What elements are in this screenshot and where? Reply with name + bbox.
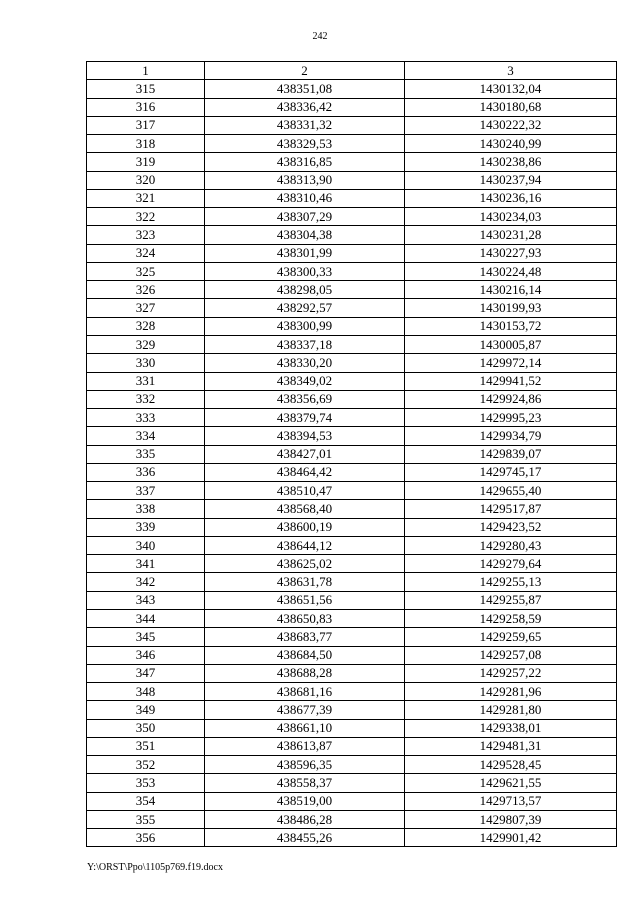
x-coordinate-cell: 438330,20: [205, 354, 405, 372]
table-row: [87, 500, 617, 518]
point-number-cell: 343: [87, 591, 205, 609]
y-coordinate-cell: 1430199,93: [405, 299, 617, 317]
x-coordinate-cell: 438510,47: [205, 482, 405, 500]
x-coordinate-cell: 438300,33: [205, 262, 405, 280]
x-coordinate-cell: 438613,87: [205, 737, 405, 755]
point-number-cell: 341: [87, 555, 205, 573]
table-row: [87, 445, 617, 463]
point-number-cell: 334: [87, 427, 205, 445]
table-row: [87, 792, 617, 810]
point-number-cell: 336: [87, 463, 205, 481]
table-row: [87, 372, 617, 390]
y-coordinate-cell: 1430180,68: [405, 98, 617, 116]
x-coordinate-cell: 438681,16: [205, 683, 405, 701]
x-coordinate-cell: 438600,19: [205, 518, 405, 536]
x-coordinate-cell: 438455,26: [205, 829, 405, 847]
table-row: [87, 98, 617, 116]
y-coordinate-cell: 1429941,52: [405, 372, 617, 390]
x-coordinate-cell: 438310,46: [205, 189, 405, 207]
point-number-cell: 333: [87, 409, 205, 427]
point-number-cell: 348: [87, 683, 205, 701]
x-coordinate-cell: 438650,83: [205, 609, 405, 627]
y-coordinate-cell: 1429280,43: [405, 536, 617, 554]
x-coordinate-cell: 438625,02: [205, 555, 405, 573]
x-coordinate-cell: 438464,42: [205, 463, 405, 481]
y-coordinate-cell: 1430227,93: [405, 244, 617, 262]
x-coordinate-cell: 438651,56: [205, 591, 405, 609]
point-number-cell: 320: [87, 171, 205, 189]
coordinates-table: [86, 61, 617, 847]
point-number-cell: 351: [87, 737, 205, 755]
table-row: [87, 573, 617, 591]
x-coordinate-cell: 438337,18: [205, 335, 405, 353]
table-row: [87, 299, 617, 317]
y-coordinate-cell: 1429934,79: [405, 427, 617, 445]
x-coordinate-cell: 438683,77: [205, 628, 405, 646]
point-number-cell: 355: [87, 810, 205, 828]
y-coordinate-cell: 1429713,57: [405, 792, 617, 810]
table-row: [87, 226, 617, 244]
x-coordinate-cell: 438596,35: [205, 756, 405, 774]
point-number-cell: 322: [87, 208, 205, 226]
table-row: [87, 335, 617, 353]
point-number-cell: 352: [87, 756, 205, 774]
x-coordinate-cell: 438307,29: [205, 208, 405, 226]
x-coordinate-cell: 438313,90: [205, 171, 405, 189]
point-number-cell: 347: [87, 664, 205, 682]
x-coordinate-cell: 438631,78: [205, 573, 405, 591]
y-coordinate-cell: 1430237,94: [405, 171, 617, 189]
table-row: [87, 555, 617, 573]
table-row: [87, 281, 617, 299]
x-coordinate-cell: 438316,85: [205, 153, 405, 171]
y-coordinate-cell: 1429839,07: [405, 445, 617, 463]
y-coordinate-cell: 1430132,04: [405, 80, 617, 98]
column-header-2: 2: [205, 62, 405, 80]
y-coordinate-cell: 1430005,87: [405, 335, 617, 353]
point-number-cell: 326: [87, 281, 205, 299]
table-row: [87, 518, 617, 536]
point-number-cell: 315: [87, 80, 205, 98]
y-coordinate-cell: 1429972,14: [405, 354, 617, 372]
table-row: [87, 646, 617, 664]
x-coordinate-cell: 438301,99: [205, 244, 405, 262]
table-row: [87, 774, 617, 792]
table-row: [87, 536, 617, 554]
x-coordinate-cell: 438298,05: [205, 281, 405, 299]
point-number-cell: 319: [87, 153, 205, 171]
y-coordinate-cell: 1429338,01: [405, 719, 617, 737]
point-number-cell: 353: [87, 774, 205, 792]
y-coordinate-cell: 1430238,86: [405, 153, 617, 171]
point-number-cell: 331: [87, 372, 205, 390]
y-coordinate-cell: 1430231,28: [405, 226, 617, 244]
point-number-cell: 354: [87, 792, 205, 810]
y-coordinate-cell: 1429255,13: [405, 573, 617, 591]
point-number-cell: 346: [87, 646, 205, 664]
x-coordinate-cell: 438677,39: [205, 701, 405, 719]
table-row: [87, 153, 617, 171]
y-coordinate-cell: 1430240,99: [405, 135, 617, 153]
y-coordinate-cell: 1429807,39: [405, 810, 617, 828]
point-number-cell: 337: [87, 482, 205, 500]
x-coordinate-cell: 438300,99: [205, 317, 405, 335]
x-coordinate-cell: 438394,53: [205, 427, 405, 445]
table-row: [87, 482, 617, 500]
x-coordinate-cell: 438684,50: [205, 646, 405, 664]
point-number-cell: 327: [87, 299, 205, 317]
table-row: [87, 591, 617, 609]
x-coordinate-cell: 438304,38: [205, 226, 405, 244]
y-coordinate-cell: 1430224,48: [405, 262, 617, 280]
x-coordinate-cell: 438644,12: [205, 536, 405, 554]
table-row: [87, 463, 617, 481]
x-coordinate-cell: 438351,08: [205, 80, 405, 98]
point-number-cell: 344: [87, 609, 205, 627]
y-coordinate-cell: 1429255,87: [405, 591, 617, 609]
table-row: [87, 409, 617, 427]
y-coordinate-cell: 1429481,31: [405, 737, 617, 755]
point-number-cell: 316: [87, 98, 205, 116]
table-row: [87, 427, 617, 445]
table-row: [87, 208, 617, 226]
y-coordinate-cell: 1429745,17: [405, 463, 617, 481]
point-number-cell: 350: [87, 719, 205, 737]
table-row: [87, 664, 617, 682]
table-row: [87, 810, 617, 828]
point-number-cell: 318: [87, 135, 205, 153]
y-coordinate-cell: 1429423,52: [405, 518, 617, 536]
table-row: [87, 244, 617, 262]
table-row: [87, 628, 617, 646]
table-row: [87, 609, 617, 627]
x-coordinate-cell: 438379,74: [205, 409, 405, 427]
y-coordinate-cell: 1430216,14: [405, 281, 617, 299]
table-row: [87, 116, 617, 134]
point-number-cell: 339: [87, 518, 205, 536]
y-coordinate-cell: 1429257,08: [405, 646, 617, 664]
y-coordinate-cell: 1429528,45: [405, 756, 617, 774]
point-number-cell: 332: [87, 390, 205, 408]
table-body: [87, 80, 617, 847]
point-number-cell: 321: [87, 189, 205, 207]
point-number-cell: 323: [87, 226, 205, 244]
column-header-1: 1: [87, 62, 205, 80]
table-row: [87, 135, 617, 153]
y-coordinate-cell: 1429281,96: [405, 683, 617, 701]
y-coordinate-cell: 1430222,32: [405, 116, 617, 134]
table-row: [87, 756, 617, 774]
x-coordinate-cell: 438568,40: [205, 500, 405, 518]
table-row: [87, 317, 617, 335]
y-coordinate-cell: 1429655,40: [405, 482, 617, 500]
table-row: [87, 189, 617, 207]
table-row: [87, 737, 617, 755]
y-coordinate-cell: 1429901,42: [405, 829, 617, 847]
table-row: [87, 390, 617, 408]
x-coordinate-cell: 438331,32: [205, 116, 405, 134]
y-coordinate-cell: 1429279,64: [405, 555, 617, 573]
point-number-cell: 345: [87, 628, 205, 646]
x-coordinate-cell: 438349,02: [205, 372, 405, 390]
column-header-3: 3: [405, 62, 617, 80]
table-row: [87, 354, 617, 372]
table-row: [87, 262, 617, 280]
point-number-cell: 349: [87, 701, 205, 719]
point-number-cell: 328: [87, 317, 205, 335]
page-number: 242: [312, 31, 328, 42]
y-coordinate-cell: 1429258,59: [405, 609, 617, 627]
point-number-cell: 325: [87, 262, 205, 280]
table-row: [87, 701, 617, 719]
x-coordinate-cell: 438688,28: [205, 664, 405, 682]
table-header-row: [87, 62, 617, 80]
x-coordinate-cell: 438427,01: [205, 445, 405, 463]
y-coordinate-cell: 1429259,65: [405, 628, 617, 646]
point-number-cell: 338: [87, 500, 205, 518]
y-coordinate-cell: 1430236,16: [405, 189, 617, 207]
x-coordinate-cell: 438292,57: [205, 299, 405, 317]
point-number-cell: 317: [87, 116, 205, 134]
table-row: [87, 171, 617, 189]
x-coordinate-cell: 438356,69: [205, 390, 405, 408]
table-row: [87, 80, 617, 98]
y-coordinate-cell: 1429995,23: [405, 409, 617, 427]
y-coordinate-cell: 1429621,55: [405, 774, 617, 792]
point-number-cell: 335: [87, 445, 205, 463]
table-row: [87, 719, 617, 737]
y-coordinate-cell: 1430234,03: [405, 208, 617, 226]
point-number-cell: 329: [87, 335, 205, 353]
point-number-cell: 330: [87, 354, 205, 372]
table-row: [87, 829, 617, 847]
x-coordinate-cell: 438329,53: [205, 135, 405, 153]
footer-file-path: Y:\ORST\Ppo\1105p769.f19.docx: [87, 862, 223, 873]
x-coordinate-cell: 438519,00: [205, 792, 405, 810]
x-coordinate-cell: 438336,42: [205, 98, 405, 116]
y-coordinate-cell: 1429281,80: [405, 701, 617, 719]
y-coordinate-cell: 1429517,87: [405, 500, 617, 518]
y-coordinate-cell: 1429257,22: [405, 664, 617, 682]
point-number-cell: 342: [87, 573, 205, 591]
point-number-cell: 356: [87, 829, 205, 847]
point-number-cell: 340: [87, 536, 205, 554]
y-coordinate-cell: 1430153,72: [405, 317, 617, 335]
x-coordinate-cell: 438558,37: [205, 774, 405, 792]
x-coordinate-cell: 438486,28: [205, 810, 405, 828]
y-coordinate-cell: 1429924,86: [405, 390, 617, 408]
point-number-cell: 324: [87, 244, 205, 262]
x-coordinate-cell: 438661,10: [205, 719, 405, 737]
table-row: [87, 683, 617, 701]
